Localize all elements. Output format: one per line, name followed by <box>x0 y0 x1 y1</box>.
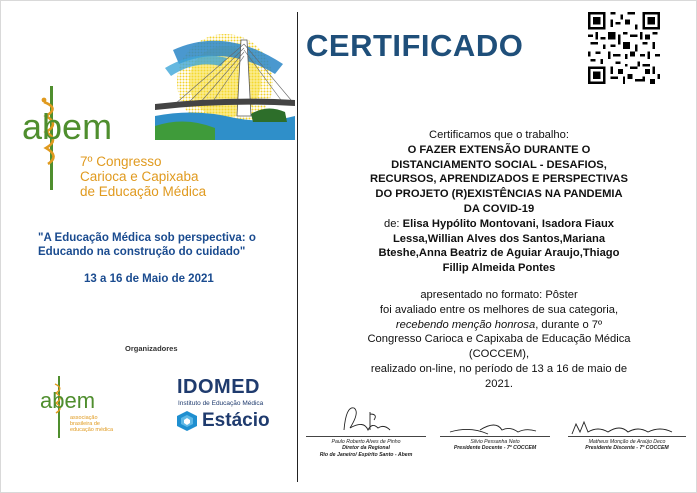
organizers-label: Organizadores <box>125 344 178 353</box>
signer-role: Presidente Discente - 7º COCCEM <box>585 445 669 452</box>
qr-code-icon <box>588 12 660 84</box>
signature-line <box>306 436 426 437</box>
signer-name: Matheus Monção de Araújo Deco <box>588 439 666 445</box>
signature-president-student <box>568 400 686 464</box>
signature-line <box>568 436 686 437</box>
format-line: apresentado no formato: Pôster <box>420 288 578 301</box>
result-statement <box>306 288 692 392</box>
abem-wordmark: abem <box>22 106 113 147</box>
work-title-line: RECURSOS, APRENDIZADOS E PERSPECTIVAS <box>370 173 628 186</box>
authors-line: Lessa,Willian Alves dos Santos,Mariana <box>392 232 606 245</box>
intro-text: Certificamos que o trabalho: <box>429 129 569 141</box>
handwritten-signature-icon <box>440 400 550 436</box>
estacio-logo: Estácio <box>202 410 270 431</box>
handwritten-signature-icon <box>568 400 686 436</box>
abem-organizer-logo: abem <box>40 388 96 413</box>
congress-line: Carioca e Capixaba <box>80 169 199 184</box>
work-title-line: DO PROJETO (R)EXISTÊNCIAS NA PANDEMIA <box>375 188 623 201</box>
signature-director <box>306 400 426 464</box>
certificate-title: CERTIFICADO <box>306 28 524 63</box>
authors-line: Fillip Almeida Pontes <box>442 262 556 275</box>
event-theme-quote: "A Educação Médica sob perspectiva: o Educando na construção do cuidado" <box>38 232 256 258</box>
honor-mention: recebendo menção honrosa <box>395 318 536 331</box>
acronym-line: (COCCEM), <box>468 348 530 361</box>
honor-rest: , durante o 7º <box>535 318 603 331</box>
work-title-line: O FAZER EXTENSÃO DURANTE O <box>407 143 591 156</box>
certificate-body <box>306 128 692 392</box>
handwritten-signature-icon <box>306 400 426 436</box>
signatures-row <box>300 400 690 470</box>
work-title <box>306 143 692 217</box>
event-dates: 13 a 16 de Maio de 2021 <box>84 273 214 285</box>
signature-president-teacher <box>440 400 550 464</box>
authors-line: Elisa Hypólito Montovani, Isadora Fiaux <box>402 217 615 230</box>
work-title-line: DA COVID-19 <box>463 202 535 215</box>
signer-name: Silvio Pessanha Neto <box>470 439 520 445</box>
year-line: 2021. <box>485 377 513 390</box>
idomed-logo: IDOMED <box>177 376 260 398</box>
signer-name: Paulo Roberto Alves de Pinho <box>331 439 401 445</box>
congress-line: 7º Congresso <box>80 154 162 169</box>
idomed-subtitle: Instituto de Educação Médica <box>178 400 264 407</box>
authors-list <box>306 217 692 276</box>
authors-line: Bteshe,Anna Beatriz de Aguiar Araujo,Thiago <box>378 247 620 260</box>
abem-organizer-subtitle: associação brasileira de educação médica <box>70 415 114 433</box>
congress-name <box>80 154 260 199</box>
signer-role: Diretor da Regional <box>342 445 390 452</box>
work-title-line: DISTANCIAMENTO SOCIAL - DESAFIOS, <box>391 158 607 171</box>
estacio-shield-icon <box>176 410 198 432</box>
signer-role: Presidente Docente - 7º COCCEM <box>453 445 537 452</box>
authors-prefix: de: <box>383 217 400 230</box>
congress-line: de Educação Médica <box>80 184 207 199</box>
signer-detail: Rio de Janeiro/ Espírito Santo - Abem <box>319 451 413 458</box>
period-line: realizado on-line, no período de 13 a 16 de maio de <box>370 362 628 375</box>
signature-line <box>440 436 550 437</box>
congress-line: Congresso Carioca e Capixaba de Educação Médica <box>367 333 631 346</box>
evaluation-line: foi avaliado entre os melhores de sua categoria, <box>379 303 619 316</box>
center-divider <box>297 12 298 482</box>
bridge-sun-logo-icon <box>155 30 295 140</box>
